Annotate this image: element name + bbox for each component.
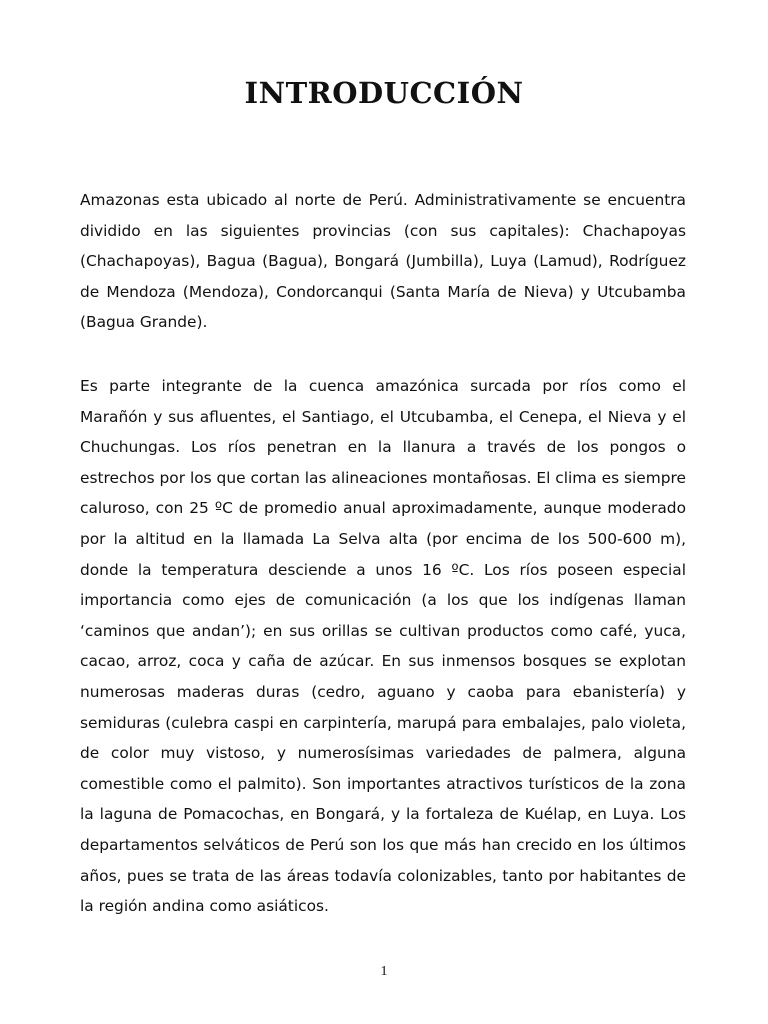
page-number: 1: [380, 964, 388, 979]
page-title: INTRODUCCIÓN: [244, 76, 524, 110]
paragraph-provinces: Amazonas esta ubicado al norte de Perú. Administrativamente se encuentra dividido en las siguientes provincias (con sus capitales): Chachapoyas (Chachapoyas), Bagua (Bagua), Bongará (Jumbilla), Luya (Lamud), Rodríguez de Mendoza (Mendoza), Condorcanqui (Santa María de Nieva) y Utcubamba (Bagua Grande).: [80, 191, 686, 332]
paragraph-geography: Es parte integrante de la cuenca amazónica surcada por ríos como el Marañón y sus afluentes, el Santiago, el Utcubamba, el Cenepa, el Nieva y el Chuchungas. Los ríos penetran en la llanura a través de los pongos o estrechos por los que cortan las alineaciones montañosas. El clima es siempre caluroso, con 25 ºC de promedio anual aproximadamente, aunque moderado por la altitud en la llamada La Selva alta (por encima de los 500-600 m), donde la temperatura desciende a unos 16 ºC. Los ríos poseen especial importancia como ejes de comunicación (a los que los indígenas llaman ‘caminos que andan’); en sus orillas se cultivan productos como café, yuca, cacao, arroz, coca y caña de azúcar. En sus inmensos bosques se explotan numerosas maderas duras (cedro, aguano y caoba para ebanistería) y semiduras (culebra caspi en carpintería, marupá para embalajes, palo violeta, de color muy vistoso, y numerosísimas variedades de palmera, alguna comestible como el palmito). Son importantes atractivos turísticos de la zona la laguna de Pomacochas, en Bongará, y la fortaleza de Kuélap, en Luya. Los departamentos selváticos de Perú son los que más han crecido en los últimos años, pues se trata de las áreas todavía colonizables, tanto por habitantes de la región andina como asiáticos.: [80, 377, 686, 916]
